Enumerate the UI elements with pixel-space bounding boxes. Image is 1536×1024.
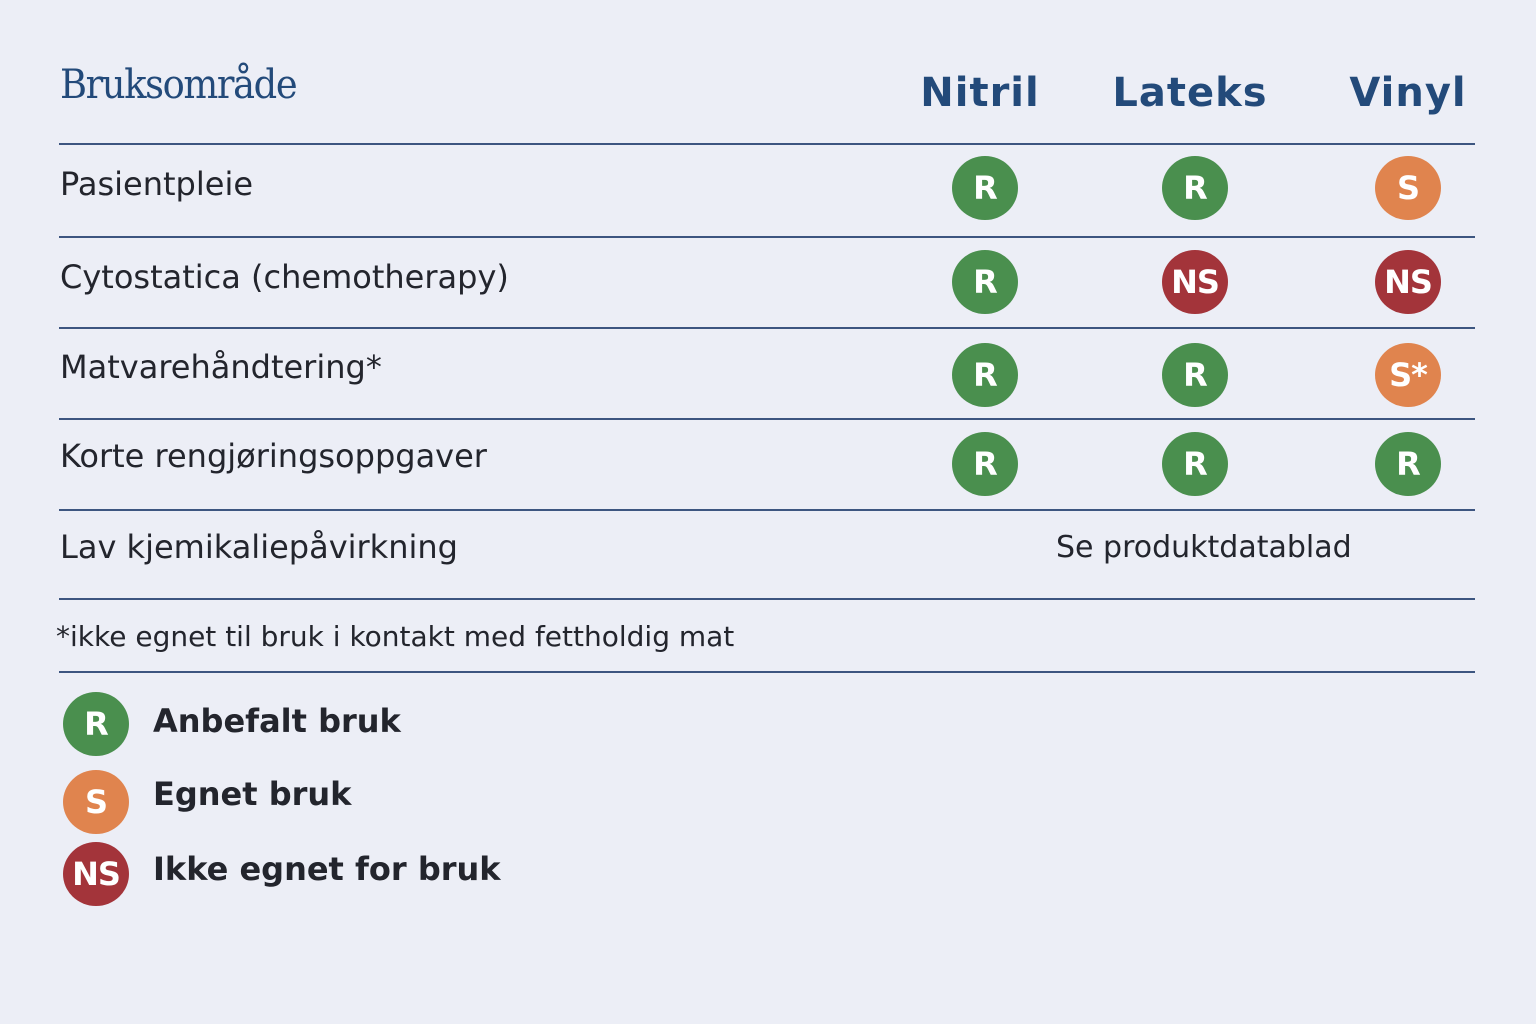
divider	[59, 327, 1475, 329]
rating-badge-ns: NS	[1162, 250, 1228, 314]
rating-badge-r: R	[1162, 156, 1228, 220]
rating-badge-r: R	[1375, 432, 1441, 496]
legend-badge-ns: NS	[63, 842, 129, 906]
divider	[59, 418, 1475, 420]
rating-badge-r: R	[952, 156, 1018, 220]
row-label: Cytostatica (chemotherapy)	[60, 258, 509, 296]
see-datasheet-text: Se produktdatablad	[1056, 530, 1352, 565]
rating-badge-r: R	[1162, 343, 1228, 407]
rating-badge-s: S*	[1375, 343, 1441, 407]
legend-badge-s: S	[63, 770, 129, 834]
row-label: Pasientpleie	[60, 165, 254, 203]
rating-badge-s: S	[1375, 156, 1441, 220]
rating-badge-ns: NS	[1375, 250, 1441, 314]
rating-badge-r: R	[1162, 432, 1228, 496]
footnote: *ikke egnet til bruk i kontakt med fettholdig mat	[56, 620, 735, 653]
divider	[59, 509, 1475, 511]
column-header-nitril: Nitril	[920, 70, 1040, 116]
legend-label: Anbefalt bruk	[153, 702, 401, 740]
divider	[59, 236, 1475, 238]
rating-badge-r: R	[952, 432, 1018, 496]
rating-badge-r: R	[952, 250, 1018, 314]
page-title: Bruksområde	[60, 62, 297, 108]
row-label: Lav kjemikaliepåvirkning	[60, 528, 458, 566]
rating-badge-r: R	[952, 343, 1018, 407]
divider	[59, 671, 1475, 673]
column-header-vinyl: Vinyl	[1349, 70, 1467, 116]
divider	[59, 598, 1475, 600]
legend-label: Ikke egnet for bruk	[153, 850, 501, 888]
divider	[59, 143, 1475, 145]
column-header-lateks: Lateks	[1112, 70, 1268, 116]
legend-badge-r: R	[63, 692, 129, 756]
legend-label: Egnet bruk	[153, 775, 352, 813]
row-label: Matvarehåndtering*	[60, 348, 382, 386]
row-label: Korte rengjøringsoppgaver	[60, 437, 487, 475]
